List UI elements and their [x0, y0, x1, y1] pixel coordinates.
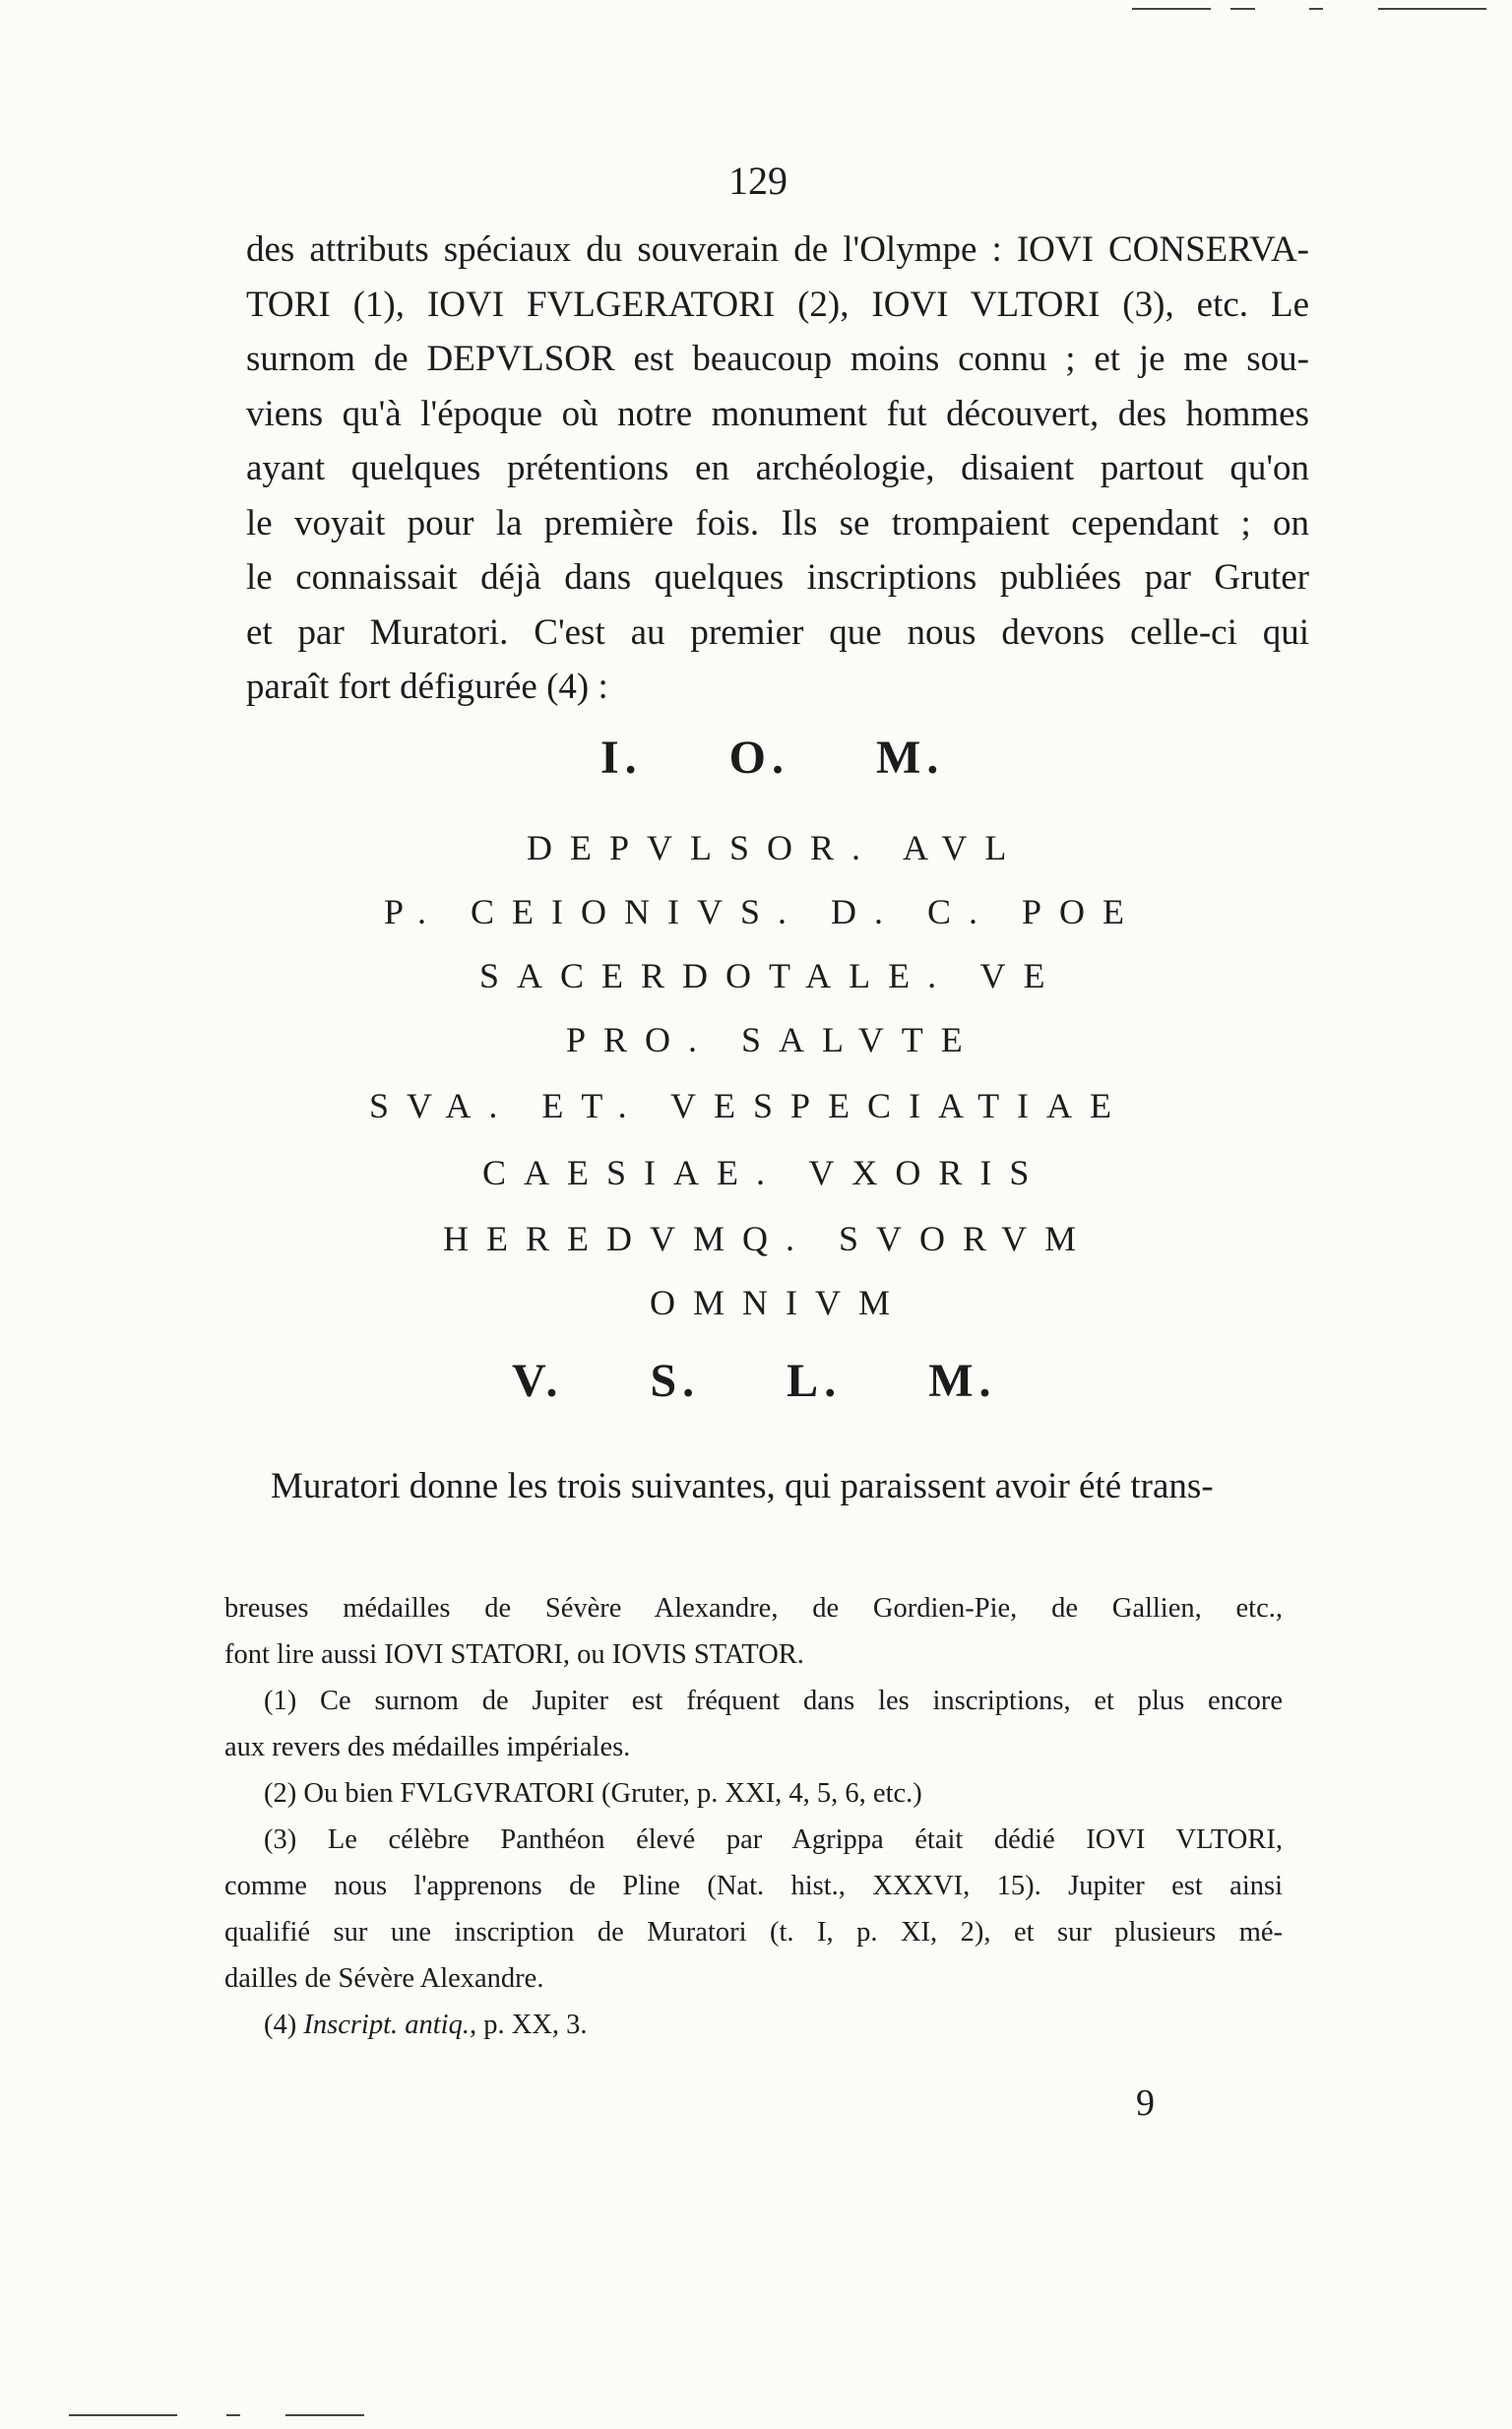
body-line: le voyait pour la première fois. Ils se trompaient cependant ; on — [246, 502, 1309, 543]
body-line: TORI (1), IOVI FVLGERATORI (2), IOVI VLTORI (3), etc. Le — [246, 284, 1309, 325]
footnote-3-line: qualifié sur une inscription de Muratori (t. I, p. XI, 2), et sur plusieurs mé- — [224, 1917, 1283, 1948]
footnote-3-line: (3) Le célèbre Panthéon élevé par Agrippa était dédié IOVI VLTORI, — [264, 1824, 1283, 1855]
footnote-3-line: comme nous l'apprenons de Pline (Nat. hist., XXXVI, 15). Jupiter est ainsi — [224, 1871, 1283, 1901]
footnote-continuation-line: breuses médailles de Sévère Alexandre, de Gordien-Pie, de Gallien, etc., — [224, 1593, 1283, 1624]
body-line: et par Muratori. C'est au premier que nous devons celle-ci qui — [246, 611, 1309, 653]
footnote-4-reference: , p. XX, 3. — [469, 2010, 588, 2040]
footnote-4-number: (4) — [264, 2010, 297, 2040]
inscription-line: V. S. L. M. — [512, 1355, 997, 1407]
scan-artifact-top-2 — [1230, 8, 1255, 10]
footnote-3-line: dailles de Sévère Alexandre. — [224, 1963, 544, 1994]
body-line: ayant quelques prétentions en archéologie, disaient partout qu'on — [246, 448, 1309, 488]
scan-artifact-bottom — [69, 2414, 177, 2416]
footnote-1-line: aux revers des médailles impériales. — [224, 1732, 631, 1762]
footnote-2: (2) Ou bien FVLGVRATORI (Gruter, p. XXI, 4, 5, 6, etc.) — [264, 1778, 922, 1809]
body-line: paraît fort défigurée (4) : — [246, 667, 608, 707]
inscription-line: DEPVLSOR. AVL — [527, 828, 1025, 867]
footnote-4 — [224, 2002, 1283, 2048]
body-text — [246, 223, 1309, 715]
scan-artifact-bottom-2 — [226, 2414, 240, 2416]
signature-mark: 9 — [1136, 2082, 1155, 2124]
inscription-line: I. O. M. — [600, 732, 945, 784]
inscription-line: PRO. SALVTE — [566, 1020, 980, 1059]
inscription-line: SACERDOTALE. VE — [479, 956, 1063, 995]
inscription-line: SVA. ET. VESPECIATIAE — [369, 1086, 1130, 1125]
inscription-line: OMNIVM — [650, 1283, 909, 1322]
body-line: des attributs spéciaux du souverain de l'Olympe : IOVI CONSERVA- — [246, 229, 1309, 270]
scan-artifact-bottom-3 — [285, 2414, 364, 2416]
footnotes — [224, 1585, 1283, 2048]
body-line: viens qu'à l'époque où notre monument fut découvert, des hommes — [246, 393, 1309, 434]
page-number: 129 — [728, 159, 788, 203]
scan-artifact-top-3 — [1309, 8, 1323, 10]
scan-artifact-top — [1132, 8, 1211, 10]
body-line: surnom de DEPVLSOR est beaucoup moins connu ; et je me sou- — [246, 339, 1309, 379]
scan-artifact-top-4 — [1378, 8, 1486, 10]
footnote-4-title: Inscript. antiq. — [303, 2010, 470, 2040]
inscription-line: CAESIAE. VXORIS — [482, 1153, 1047, 1192]
footnote-1-line: (1) Ce surnom de Jupiter est fréquent dans les inscriptions, et plus encore — [264, 1686, 1283, 1716]
continuation-line: Muratori donne les trois suivantes, qui paraissent avoir été trans- — [271, 1466, 1214, 1506]
footnote-continuation-line: font lire aussi IOVI STATORI, ou IOVIS STATOR. — [224, 1639, 804, 1670]
inscription-line: HEREDVMQ. SVORVM — [443, 1219, 1095, 1258]
inscription-line: P. CEIONIVS. D. C. POE — [384, 892, 1143, 931]
body-line: le connaissait déjà dans quelques inscriptions publiées par Gruter — [246, 557, 1309, 598]
